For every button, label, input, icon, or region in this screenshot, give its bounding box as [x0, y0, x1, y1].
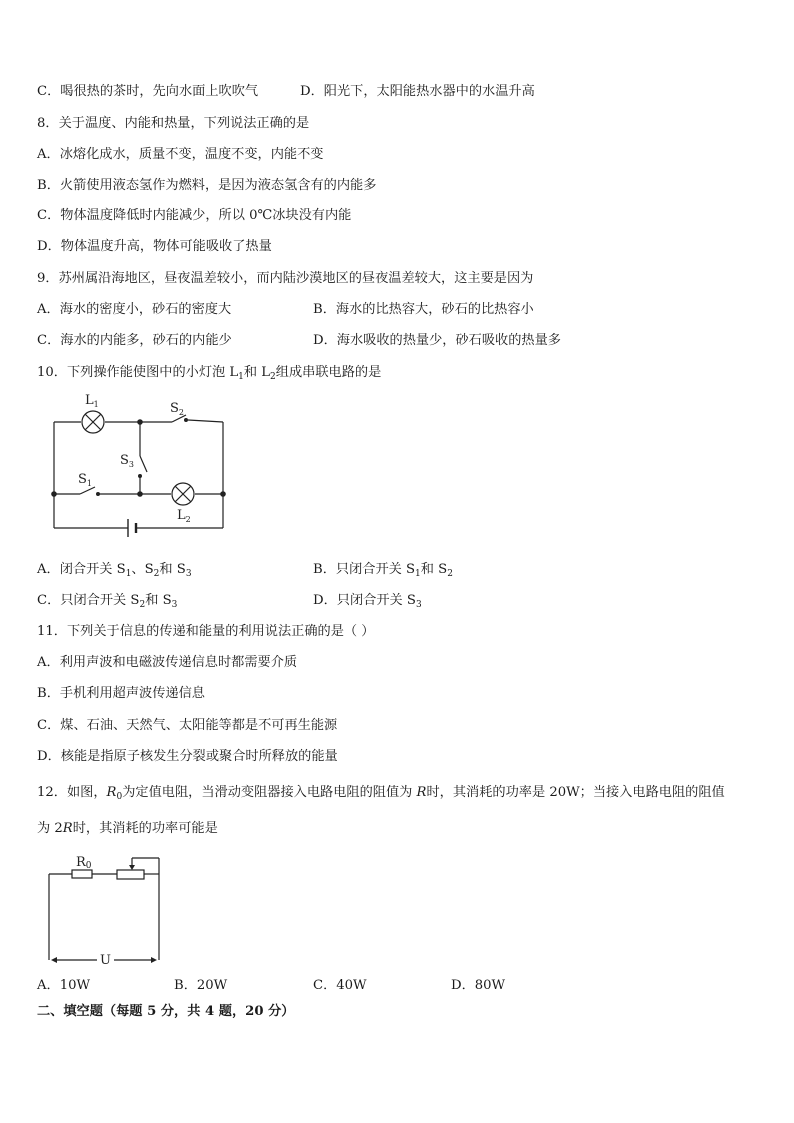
- svg-text:S2: $S_2$: [170, 401, 184, 417]
- q8-stem: 8．关于温度、内能和热量，下列说法正确的是: [37, 116, 310, 131]
- q10-stem: 10．下列操作能使图中的小灯泡 $L_1$和 $L_2$组成串联电路的是: [37, 365, 382, 382]
- q8-option-a: A．冰熔化成水，质量不变，温度不变，内能不变: [37, 147, 324, 162]
- q10-option-a: A．闭合开关 $S_1$、$S_2$和 $S_3$: [37, 562, 192, 579]
- q12-option-c: C．40W: [313, 978, 367, 993]
- svg-text:R0: R0: [76, 855, 92, 871]
- q12-circuit-diagram: [42, 850, 167, 970]
- q12-option-a: A．10W: [37, 978, 91, 993]
- svg-text:L2: $L_2$: [177, 508, 191, 524]
- q10-option-c: C．只闭合开关 $S_2$和 $S_3$: [37, 593, 178, 610]
- q8-option-b: B．火箭使用液态氢作为燃料，是因为液态氢含有的内能多: [37, 178, 377, 193]
- q11-option-c: C．煤、石油、天然气、太阳能等都是不可再生能源: [37, 718, 338, 733]
- q7-option-c: C．喝很热的茶时，先向水面上吹吹气: [37, 84, 259, 99]
- q12-option-b: B．20W: [174, 978, 228, 993]
- svg-text:L1: $L_1$: [85, 393, 99, 409]
- svg-text:S1: $S_1$: [78, 472, 92, 488]
- q12-stem-line2: 为 2R时，其消耗的功率可能是: [37, 821, 218, 836]
- q9-stem: 9．苏州属沿海地区，昼夜温差较小，而内陆沙漠地区的昼夜温差较大，这主要是因为: [37, 271, 534, 286]
- q9-option-a: A．海水的密度小，砂石的密度大: [37, 302, 232, 317]
- q11-option-a: A．利用声波和电磁波传递信息时都需要介质: [37, 655, 298, 670]
- q9-option-c: C．海水的内能多，砂石的内能少: [37, 333, 232, 348]
- q7-option-d: D．阳光下，太阳能热水器中的水温升高: [300, 84, 535, 99]
- section-2-title: 二、填空题（每题 5 分，共 4 题，20 分）: [37, 1004, 295, 1019]
- svg-text:U: U: [100, 953, 111, 968]
- q12-stem-line1: 12．如图，$R_0$为定值电阻，当滑动变阻器接入电路电阻的阻值为 R时，其消耗的功率是 20W；当接入电路电阻的阻值: [37, 785, 725, 802]
- q8-option-d: D．物体温度升高，物体可能吸收了热量: [37, 239, 272, 254]
- svg-text:S3: $S_3$: [120, 453, 134, 469]
- q10-circuit-diagram: [40, 388, 240, 538]
- q10-option-d: D．只闭合开关 $S_3$: [313, 593, 422, 610]
- q10-option-b: B．只闭合开关 $S_1$和 $S_2$: [313, 562, 453, 579]
- q11-option-d: D．核能是指原子核发生分裂或聚合时所释放的能量: [37, 749, 338, 764]
- q9-option-b: B．海水的比热容大，砂石的比热容小: [313, 302, 534, 317]
- q12-option-d: D．80W: [451, 978, 506, 993]
- q11-option-b: B．手机利用超声波传递信息: [37, 686, 205, 701]
- q8-option-c: C．物体温度降低时内能减少，所以 0℃冰块没有内能: [37, 208, 352, 223]
- q11-stem: 11．下列关于信息的传递和能量的利用说法正确的是（ ）: [37, 624, 375, 639]
- q9-option-d: D．海水吸收的热量少，砂石吸收的热量多: [313, 333, 561, 348]
